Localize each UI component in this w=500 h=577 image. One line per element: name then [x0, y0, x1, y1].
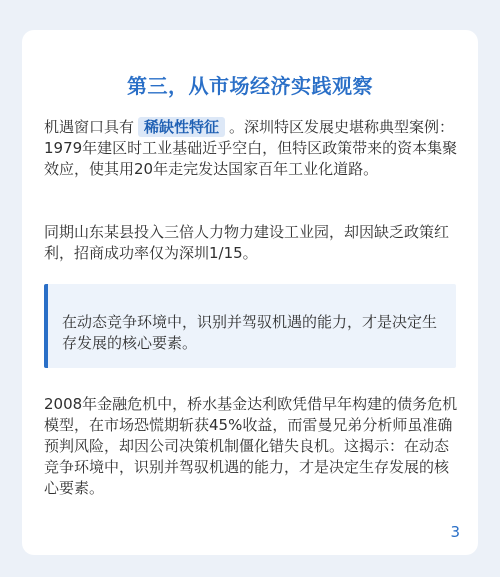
paragraph-financial-crisis: 2008年金融危机中，桥水基金达利欧凭借早年构建的债务危机模型，在市场恐慌期斩获45%收益，而雷曼兄弟分析师虽准确预判风险，却因公司决策机制僵化错失良机。这揭示：在动态竞争环境中，识别并驾驭机遇的能力，才是决定生存发展的核心要素。: [44, 395, 458, 497]
highlight-keyword: 稀缺性特征: [138, 117, 225, 137]
paragraph-opportunity-window: [44, 117, 458, 180]
page-number: 3: [450, 523, 460, 541]
paragraph-text: 机遇窗口具有: [44, 118, 135, 136]
section-title: 第三，从市场经济实践观察: [127, 74, 373, 98]
paragraph-shandong-example: 同期山东某县投入三倍人力物力建设工业园，却因缺乏政策红利，招商成功率仅为深圳1/15。: [44, 223, 450, 262]
blockquote: 在动态竞争环境中，识别并驾驭机遇的能力，才是决定生存发展的核心要素。: [44, 284, 456, 368]
content-card: [22, 30, 478, 555]
paragraph-text: 。深圳特区发展史堪称典型案例：1979年建区时工业基础近乎空白，但特区政策带来的资本集聚效应，使其用20年走完发达国家百年工业化道路。: [44, 118, 458, 178]
